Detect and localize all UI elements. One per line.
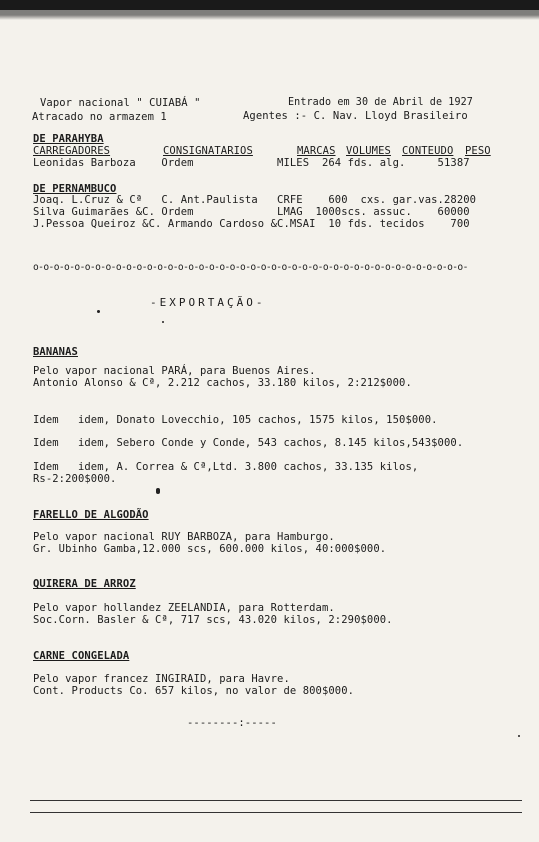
berth-line: Atracado no armazem 1	[32, 111, 167, 123]
bottom-rule	[30, 800, 522, 801]
entry-line: Pelo vapor hollandez ZEELANDIA, para Rotterdam.	[33, 602, 335, 614]
column-contents: CONTEUDO	[402, 145, 454, 157]
bottom-rule	[30, 812, 522, 813]
column-volumes: VOLUMES	[346, 145, 391, 157]
commodity-heading: CARNE CONGELADA	[33, 650, 130, 662]
column-marks: MARCAS	[297, 145, 336, 157]
ink-mark	[156, 488, 160, 494]
ink-dot	[518, 735, 520, 737]
entry-line: Idem idem, Sebero Conde y Conde, 543 cachos, 8.145 kilos,543$000.	[33, 437, 464, 449]
agents-line: Agentes :- C. Nav. Lloyd Brasileiro	[243, 110, 468, 122]
origin-heading: DE PARAHYBA	[33, 133, 104, 145]
arrival-line: Entrado em 30 de Abril de 1927	[288, 96, 473, 108]
commodity-heading: BANANAS	[33, 346, 78, 358]
ink-dot	[162, 321, 164, 323]
entry-line: Pelo vapor francez INGIRAID, para Havre.	[33, 673, 290, 685]
footer-separator: --------:-----	[187, 717, 277, 729]
table-row: Leonidas Barboza Ordem MILES 264 fds. alg. 51387	[33, 157, 470, 169]
commodity-heading: QUIRERA DE ARROZ	[33, 578, 136, 590]
entry-line: Antonio Alonso & Cª, 2.212 cachos, 33.180 kilos, 2:212$000.	[33, 377, 412, 389]
vessel-line: Vapor nacional " CUIABÁ "	[40, 97, 201, 109]
table-row: J.Pessoa Queiroz &C. Armando Cardoso &C.MSAI 10 fds. tecidos 700	[33, 218, 470, 230]
entry-line: Gr. Ubinho Gamba,12.000 scs, 600.000 kilos, 40:000$000.	[33, 543, 387, 555]
scan-dark-edge	[0, 0, 539, 20]
entry-line: Pelo vapor nacional PARÁ, para Buenos Aires.	[33, 365, 316, 377]
entry-line: Soc.Corn. Basler & Cª, 717 scs, 43.020 kilos, 2:290$000.	[33, 614, 393, 626]
column-weight: PESO	[465, 145, 491, 157]
entry-line: Rs-2:200$000.	[33, 473, 117, 485]
commodity-heading: FARELLO DE ALGODÃO	[33, 509, 149, 521]
ink-dot	[97, 310, 100, 313]
table-row: Silva Guimarães &C. Ordem LMAG 1000scs. assuc. 60000	[33, 206, 470, 218]
entry-line: Idem idem, A. Correa & Cª,Ltd. 3.800 cachos, 33.135 kilos,	[33, 461, 419, 473]
entry-line: Cont. Products Co. 657 kilos, no valor de 800$000.	[33, 685, 355, 697]
entry-line: Pelo vapor nacional RUY BARBOZA, para Hamburgo.	[33, 531, 335, 543]
table-row: Joaq. L.Cruz & Cª C. Ant.Paulista CRFE 600 cxs. gar.vas.28200	[33, 194, 477, 206]
column-shippers: CARREGADORES	[33, 145, 111, 157]
section-separator: o-o-o-o-o-o-o-o-o-o-o-o-o-o-o-o-o-o-o-o-o-o-o-o-o-o-o-o-o-o-o-o-o-o-o-o-o-o-o-o-o-o-	[33, 262, 468, 273]
export-title: -EXPORTAÇÃO-	[150, 296, 266, 309]
column-consignees: CONSIGNATARIOS	[163, 145, 253, 157]
entry-line: Idem idem, Donato Lovecchio, 105 cachos, 1575 kilos, 150$000.	[33, 414, 438, 426]
origin-heading: DE PERNAMBUCO	[33, 183, 117, 195]
